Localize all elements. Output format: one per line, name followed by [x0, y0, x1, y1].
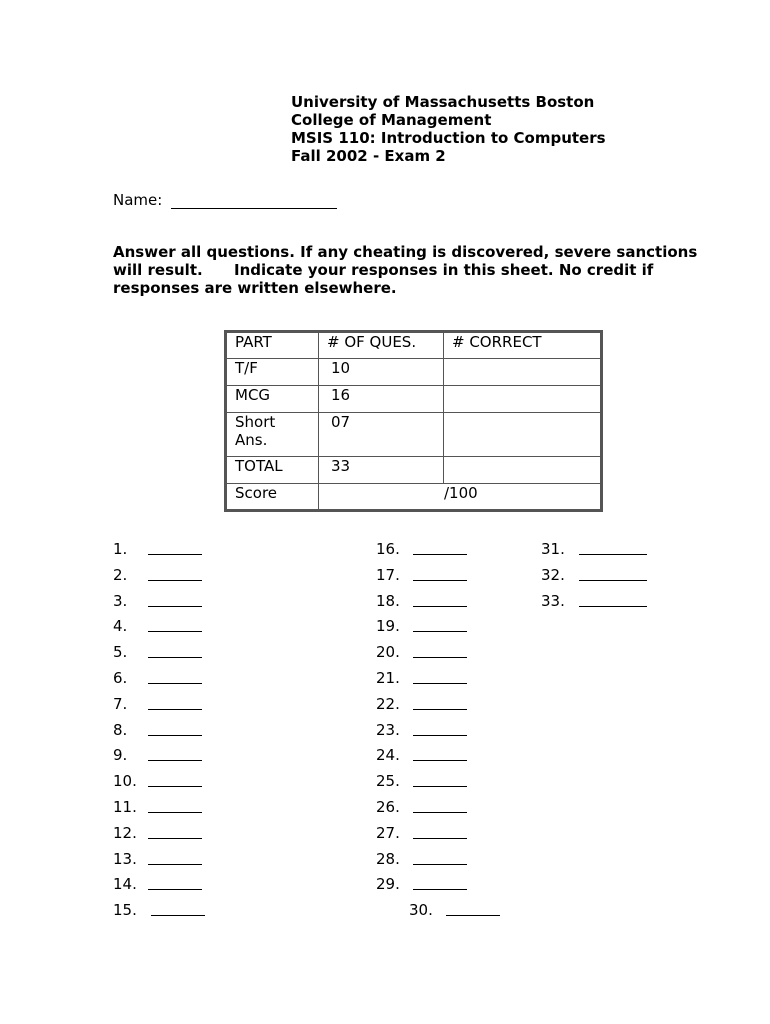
- answer-blank[interactable]: [446, 915, 500, 916]
- answer-blank[interactable]: [413, 786, 467, 787]
- answer-blank[interactable]: [148, 709, 202, 710]
- instructions: Answer all questions. If any cheating is discovered, severe sanctions will result. Indicate your responses in this sheet. No credit if responses are written elsewhere.: [113, 243, 703, 297]
- answer-blank[interactable]: [413, 606, 467, 607]
- answer-item: [376, 566, 400, 584]
- question-number: 24.: [376, 746, 400, 765]
- answer-blank[interactable]: [579, 554, 647, 555]
- question-number: 13.: [113, 849, 137, 868]
- question-number: 11.: [113, 798, 137, 816]
- answer-blank[interactable]: [148, 657, 202, 658]
- answer-item: [113, 643, 127, 661]
- question-number: 19.: [376, 617, 400, 636]
- answer-item: [376, 772, 400, 790]
- question-number: 18.: [376, 591, 400, 610]
- question-number: 32.: [541, 565, 565, 584]
- question-number: 12.: [113, 823, 137, 842]
- question-number: 31.: [541, 540, 565, 558]
- answer-blank[interactable]: [413, 683, 467, 684]
- answer-blank[interactable]: [413, 838, 467, 839]
- question-number: 27.: [376, 823, 400, 842]
- question-number: 17.: [376, 565, 400, 584]
- answer-item: [113, 850, 137, 868]
- table-row: [226, 386, 602, 413]
- college-name: College of Management: [291, 111, 492, 129]
- answer-blank[interactable]: [148, 580, 202, 581]
- answer-item: [113, 617, 127, 635]
- question-number: 1.: [113, 540, 128, 558]
- answer-blank[interactable]: [413, 631, 467, 632]
- question-number: 10.: [113, 772, 137, 791]
- answer-blank[interactable]: [413, 864, 467, 865]
- score-summary-table: [224, 330, 603, 512]
- part-cell: T/F: [226, 359, 319, 386]
- answer-blank[interactable]: [148, 554, 202, 555]
- table-row: [226, 413, 602, 457]
- answer-item: [113, 901, 137, 919]
- answer-blank[interactable]: [151, 915, 205, 916]
- answer-item: [113, 721, 127, 739]
- table-row: [226, 359, 602, 386]
- name-label: Name:: [113, 191, 163, 209]
- answer-blank[interactable]: [148, 812, 202, 813]
- answer-blank[interactable]: [413, 889, 467, 890]
- answer-item: [376, 540, 400, 558]
- answer-item: [113, 824, 137, 842]
- question-number: 2.: [113, 565, 128, 584]
- answer-item: [376, 850, 400, 868]
- answer-blank[interactable]: [413, 735, 467, 736]
- question-number: 29.: [376, 875, 400, 894]
- question-number: 28.: [376, 849, 400, 868]
- answer-item: [376, 721, 400, 739]
- question-number: 4.: [113, 617, 128, 636]
- count-cell: 33: [319, 457, 444, 484]
- answer-item: [113, 695, 127, 713]
- question-number: 3.: [113, 591, 128, 610]
- answer-blank[interactable]: [413, 709, 467, 710]
- name-row: [113, 191, 337, 209]
- course-title: MSIS 110: Introduction to Computers: [291, 129, 606, 147]
- answer-blank[interactable]: [148, 864, 202, 865]
- answer-blank[interactable]: [148, 606, 202, 607]
- answer-item: [541, 540, 565, 558]
- correct-cell[interactable]: [444, 413, 602, 457]
- correct-cell[interactable]: [444, 386, 602, 413]
- score-label: Score: [226, 484, 319, 511]
- question-number: 30.: [409, 901, 433, 920]
- answer-item: [113, 566, 127, 584]
- answer-item: [113, 746, 127, 764]
- header-part: PART: [226, 332, 319, 359]
- question-number: 21.: [376, 669, 400, 687]
- answer-item: [541, 592, 565, 610]
- question-number: 20.: [376, 643, 400, 662]
- question-number: 26.: [376, 798, 400, 816]
- answer-item: [113, 540, 127, 558]
- part-cell: MCG: [226, 386, 319, 413]
- answer-item: [113, 592, 127, 610]
- answer-blank[interactable]: [148, 631, 202, 632]
- header-question-count: # OF QUES.: [319, 332, 444, 359]
- name-field[interactable]: [171, 192, 337, 209]
- question-number: 8.: [113, 720, 128, 739]
- answer-item: [113, 669, 127, 687]
- question-number: 14.: [113, 875, 137, 894]
- count-cell: 10: [319, 359, 444, 386]
- header-correct: # CORRECT: [444, 332, 602, 359]
- answer-item: [113, 798, 137, 816]
- answer-blank[interactable]: [148, 838, 202, 839]
- answer-blank[interactable]: [413, 657, 467, 658]
- answer-blank[interactable]: [148, 889, 202, 890]
- correct-cell[interactable]: [444, 457, 602, 484]
- answer-item: [376, 824, 400, 842]
- answer-item: [376, 617, 400, 635]
- answer-item: [113, 875, 137, 893]
- exam-header: [291, 93, 606, 165]
- question-number: 23.: [376, 720, 400, 739]
- part-cell: Short Ans.: [226, 413, 319, 457]
- answer-blank[interactable]: [148, 760, 202, 761]
- answer-blank[interactable]: [413, 760, 467, 761]
- answer-item: [113, 772, 137, 790]
- answer-blank[interactable]: [579, 606, 647, 607]
- answer-blank[interactable]: [579, 580, 647, 581]
- question-number: 7.: [113, 694, 128, 713]
- answer-item: [376, 746, 400, 764]
- answer-item: [541, 566, 565, 584]
- answer-item: [376, 592, 400, 610]
- question-number: 16.: [376, 540, 400, 558]
- answer-blank[interactable]: [148, 786, 202, 787]
- answer-blank[interactable]: [413, 554, 467, 555]
- answer-item: [376, 798, 400, 816]
- answer-item: [376, 875, 400, 893]
- question-number: 22.: [376, 694, 400, 713]
- question-number: 15.: [113, 901, 137, 920]
- score-value[interactable]: /100: [319, 484, 602, 511]
- university-name: University of Massachusetts Boston: [291, 93, 595, 111]
- correct-cell[interactable]: [444, 359, 602, 386]
- answer-item: [376, 695, 400, 713]
- answer-blank[interactable]: [148, 735, 202, 736]
- part-cell: TOTAL: [226, 457, 319, 484]
- question-number: 6.: [113, 669, 128, 687]
- count-cell: 16: [319, 386, 444, 413]
- table-row: [226, 457, 602, 484]
- answer-blank[interactable]: [413, 812, 467, 813]
- question-number: 25.: [376, 772, 400, 791]
- exam-title: Fall 2002 - Exam 2: [291, 147, 446, 165]
- answer-item: [409, 901, 433, 919]
- question-number: 5.: [113, 643, 128, 662]
- answer-item: [376, 643, 400, 661]
- answer-blank[interactable]: [148, 683, 202, 684]
- count-cell: 07: [319, 413, 444, 457]
- question-number: 33.: [541, 591, 565, 610]
- table-header-row: [226, 332, 602, 359]
- question-number: 9.: [113, 746, 128, 765]
- answer-item: [376, 669, 400, 687]
- answer-blank[interactable]: [413, 580, 467, 581]
- score-row: [226, 484, 602, 511]
